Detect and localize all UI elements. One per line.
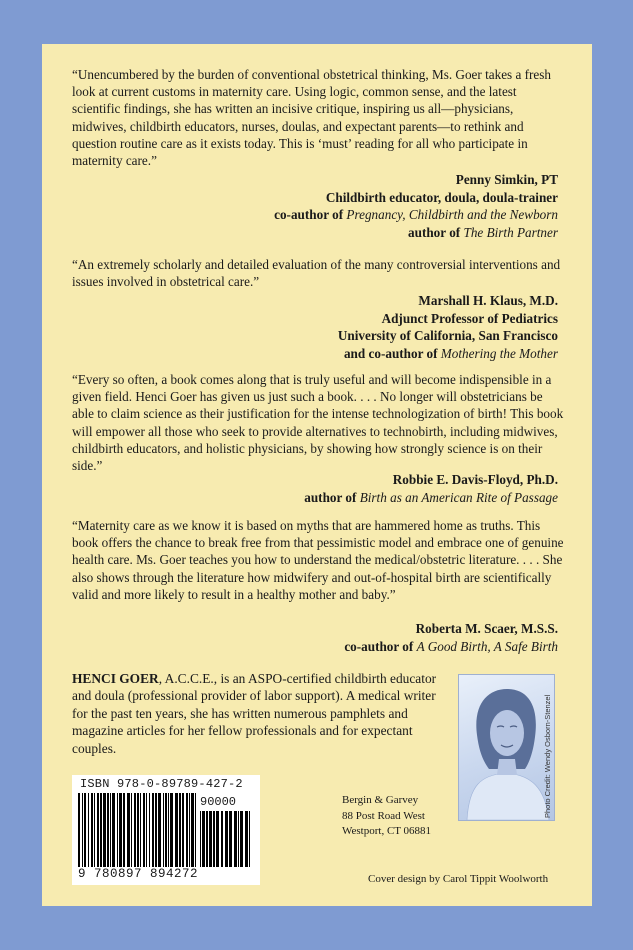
barcode-digits: 9 780897 894272 <box>78 867 199 881</box>
isbn-text: ISBN 978-0-89789-427-2 <box>80 777 243 791</box>
publisher-address-line1: 88 Post Road West <box>342 809 425 822</box>
publisher-name: Bergin & Garvey <box>342 794 419 806</box>
author-photo <box>458 674 555 821</box>
barcode-bars <box>78 793 198 867</box>
publisher-address-line2: Westport, CT 06881 <box>342 825 432 837</box>
attribution-institution: University of California, San Francisco <box>337 328 558 344</box>
addon-barcode-bars <box>200 811 252 867</box>
attribution-book: and co-author of Mothering the Mother <box>343 345 558 361</box>
quote-scaer: “Maternity care as we know it is based on myths that are hammered home as truths. This book offers the chance to break free from that pessimistic model and embrace one of genuine health care. Ms. Goer teaches you how to understand the medical/obstetric literature. . . . She also shows through the literature how midwifery and out-of-hospital birth are scientifically valid and more likely to result in a healthy mother and baby.” <box>72 518 564 602</box>
attribution-scaer <box>344 620 558 655</box>
quote-davis-floyd: “Every so often, a book comes along that is truly useful and will become indispensible in a given field. Henci Goer has given us just such a book. . . . No longer will obstetricians be able to claim science as their justification for the intense technologization of birth! This book will empower all those who seek to provide alternatives to technobirth, including midwives, childbirth educators, and holistic physicians, by showing how strongly science is on their side.” <box>72 372 564 474</box>
attribution-book: author of Birth as an American Rite of Passage <box>304 489 558 505</box>
author-name: HENCI GOER <box>72 671 159 686</box>
attribution-klaus <box>338 292 558 362</box>
attribution-name: Roberta M. Scaer, M.S.S. <box>415 621 558 636</box>
attribution-role: Adjunct Professor of Pediatrics <box>381 310 558 326</box>
attribution-name: Penny Simkin, PT <box>455 172 558 187</box>
attribution-simkin <box>274 171 558 241</box>
attribution-name: Marshall H. Klaus, M.D. <box>418 293 558 308</box>
quote-klaus: “An extremely scholarly and detailed evaluation of the many controversial interventions and issues involved in obstetrical care.” <box>72 257 561 290</box>
attribution-book: co-author of A Good Birth, A Safe Birth <box>344 638 558 654</box>
photo-credit: Photo Credit: Wendy Osborn-Stenzel <box>543 694 552 818</box>
cover-design-credit: Cover design by Carol Tippit Woolworth <box>368 873 549 885</box>
attribution-book: co-author of Pregnancy, Childbirth and the Newborn <box>274 207 558 223</box>
isbn-barcode <box>72 775 260 885</box>
attribution-book: author of The Birth Partner <box>408 224 558 240</box>
author-bio: HENCI GOER, A.C.C.E., is an ASPO-certified childbirth educator and doula (professional provider of labor support). A medical writer for the past ten years, she has written numerous pamphlets and magazine articles for her fellow professionals and for expectant couples. <box>72 671 437 756</box>
attribution-davis-floyd <box>304 471 558 506</box>
attribution-role: Childbirth educator, doula, doula-trainer <box>325 189 558 205</box>
attribution-name: Robbie E. Davis-Floyd, Ph.D. <box>392 472 558 487</box>
publisher-block <box>342 793 431 840</box>
price-code: 90000 <box>200 795 237 809</box>
quote-simkin: “Unencumbered by the burden of conventional obstetrical thinking, Ms. Goer takes a fresh look at current customs in maternity care. Using logic, common sense, and the latest scientific findings, she has written an incisive critique, inspiring us all—physicians, midwives, childbirth educators, nurses, doulas, and expectant parents—to rethink and question routine care as it exists today. This is ‘must’ reading for all who participate in maternity care.” <box>72 67 551 169</box>
